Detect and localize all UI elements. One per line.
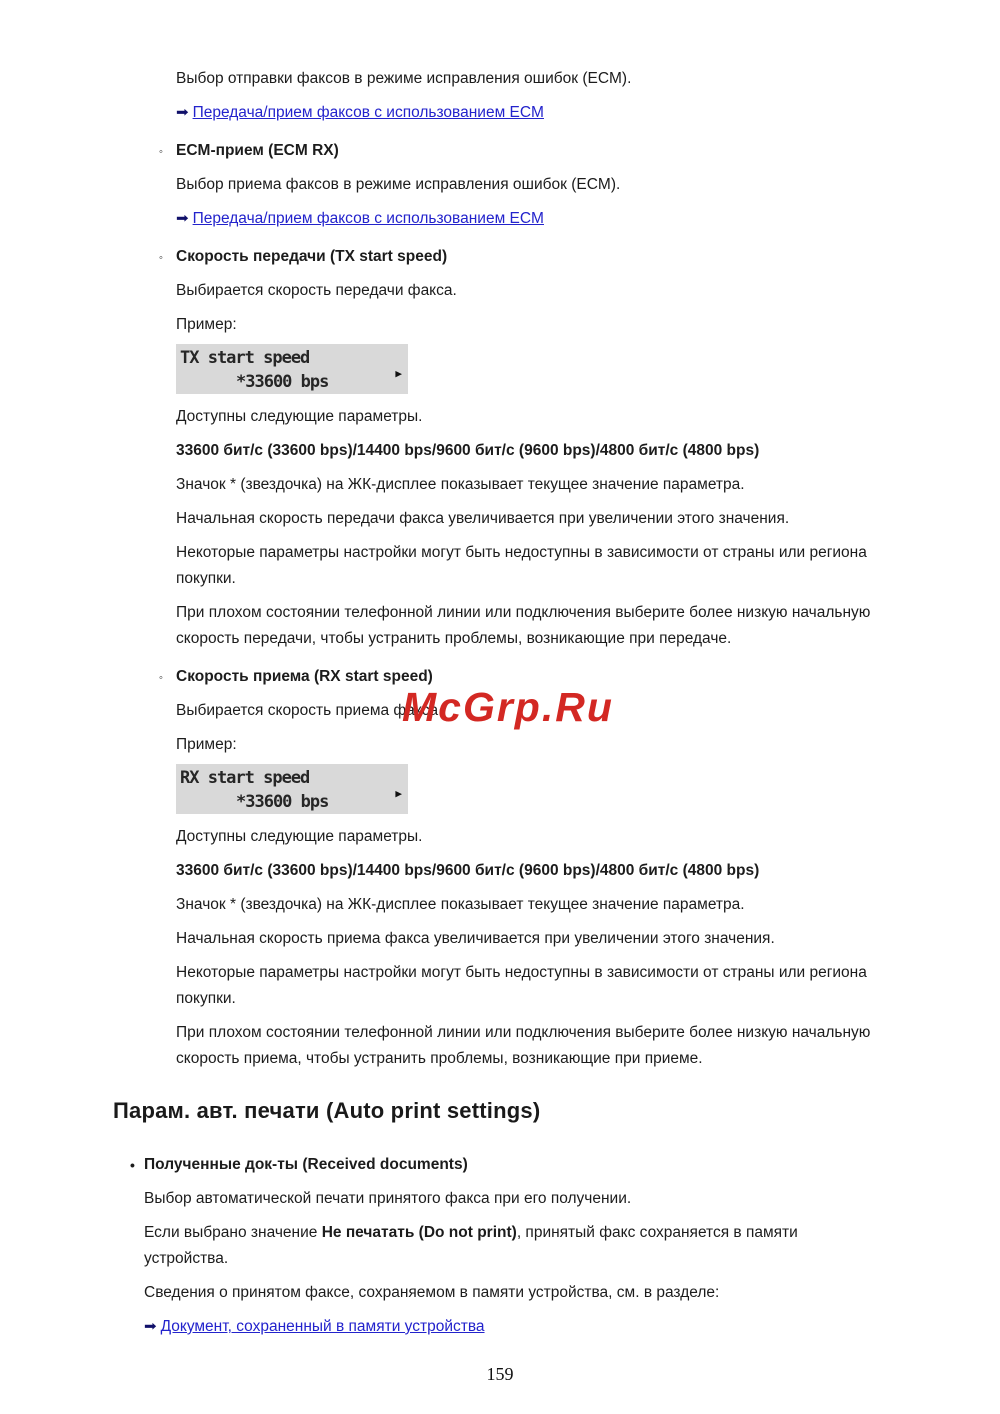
tx-speed-note-increase: Начальная скорость передачи факса увеличивается при увеличении этого значения.: [176, 510, 790, 527]
rx-speed-example-label: Пример:: [176, 736, 237, 753]
auto-print-heading: Парам. авт. печати (Auto print settings): [113, 1098, 541, 1123]
received-docs-link-line: [144, 1314, 885, 1340]
lcd-tx-line1: TX start speed: [180, 348, 310, 368]
rx-speed-note-region: Некоторые параметры настройки могут быть недоступны в зависимости от страны или региона покупки.: [176, 964, 867, 1007]
ecm-tx-paragraph: Выбор отправки факсов в режиме исправления ошибок (ECM).: [176, 70, 632, 87]
lcd-tx-line2: *33600 bps: [236, 372, 329, 392]
ecm-tx-link-line: [176, 100, 885, 126]
arrow-right-icon: ➡: [176, 210, 189, 227]
rx-speed-note-line: При плохом состоянии телефонной линии или подключения выберите более низкую начальную скорость приема, чтобы устранить проблемы, возникающие при приеме.: [176, 1024, 871, 1067]
tx-speed-available: Доступны следующие параметры.: [176, 408, 423, 425]
section-received-documents: [130, 1152, 885, 1340]
circle-bullet-icon: ◦: [159, 146, 163, 158]
circle-bullet-icon: ◦: [159, 252, 163, 264]
lcd-cursor-icon: ▶: [395, 367, 402, 380]
ecm-rx-link[interactable]: Передача/прием факсов с использованием ECM: [192, 210, 544, 227]
received-docs-link[interactable]: Документ, сохраненный в памяти устройства: [160, 1318, 485, 1335]
ecm-rx-title: ECM-прием (ECM RX): [176, 142, 339, 159]
lcd-screen-rx: [176, 764, 408, 814]
rx-speed-available: Доступны следующие параметры.: [176, 828, 423, 845]
tx-speed-options: 33600 бит/с (33600 bps)/14400 bps/9600 бит/с (9600 bps)/4800 бит/с (4800 bps): [176, 442, 760, 459]
ecm-tx-link[interactable]: Передача/прием факсов с использованием ECM: [192, 104, 544, 121]
ecm-rx-link-line: [176, 206, 885, 232]
ecm-rx-paragraph: Выбор приема факсов в режиме исправления ошибок (ECM).: [176, 176, 621, 193]
section-ecm-rx: [159, 138, 885, 232]
tx-speed-example-label: Пример:: [176, 316, 237, 333]
received-docs-para2-prefix: Если выбрано значение: [144, 1224, 322, 1241]
lcd-cursor-icon: ▶: [395, 787, 402, 800]
circle-bullet-icon: ◦: [159, 672, 163, 684]
ecm-rx-heading: [159, 138, 885, 164]
section-tx-speed: [159, 244, 885, 652]
arrow-right-icon: ➡: [176, 104, 189, 121]
rx-speed-note-increase: Начальная скорость приема факса увеличивается при увеличении этого значения.: [176, 930, 775, 947]
received-docs-para3: Сведения о принятом факсе, сохраняемом в памяти устройства, см. в разделе:: [144, 1284, 720, 1301]
rx-speed-heading: [159, 664, 885, 690]
rx-speed-intro: Выбирается скорость приема факса.: [176, 702, 443, 719]
section-ecm-tx: [176, 66, 885, 126]
section-rx-speed: [159, 664, 885, 1072]
received-docs-para2-suffix: , принятый факс сохраняется в памяти устройства.: [144, 1224, 798, 1267]
received-docs-heading: [130, 1152, 885, 1178]
tx-speed-note-region: Некоторые параметры настройки могут быть недоступны в зависимости от страны или региона покупки.: [176, 544, 867, 587]
received-docs-para1: Выбор автоматической печати принятого факса при его получении.: [144, 1190, 632, 1207]
mcgrp-watermark: McGrp.Ru: [402, 684, 614, 730]
lcd-screen-tx: [176, 344, 408, 394]
rx-speed-note-star: Значок * (звездочка) на ЖК-дисплее показывает текущее значение параметра.: [176, 896, 745, 913]
rx-speed-title: Скорость приема (RX start speed): [176, 668, 433, 685]
lcd-rx-line2: *33600 bps: [236, 792, 329, 812]
tx-speed-note-star: Значок * (звездочка) на ЖК-дисплее показывает текущее значение параметра.: [176, 476, 745, 493]
lcd-rx-line1: RX start speed: [180, 768, 310, 788]
rx-speed-options: 33600 бит/с (33600 bps)/14400 bps/9600 бит/с (9600 bps)/4800 бит/с (4800 bps): [176, 862, 760, 879]
arrow-right-icon: ➡: [144, 1318, 157, 1335]
received-docs-para2-bold: Не печатать (Do not print): [321, 1224, 517, 1241]
disc-bullet-icon: •: [130, 1157, 135, 1173]
tx-speed-note-line: При плохом состоянии телефонной линии или подключения выберите более низкую начальную скорость передачи, чтобы устранить проблемы, возникающие при передаче.: [176, 604, 871, 647]
received-docs-para2: [144, 1220, 885, 1272]
tx-speed-intro: Выбирается скорость передачи факса.: [176, 282, 457, 299]
page-number: 159: [486, 1364, 514, 1384]
tx-speed-title: Скорость передачи (TX start speed): [176, 248, 448, 265]
received-docs-title: Полученные док-ты (Received documents): [144, 1156, 468, 1173]
tx-speed-heading: [159, 244, 885, 270]
